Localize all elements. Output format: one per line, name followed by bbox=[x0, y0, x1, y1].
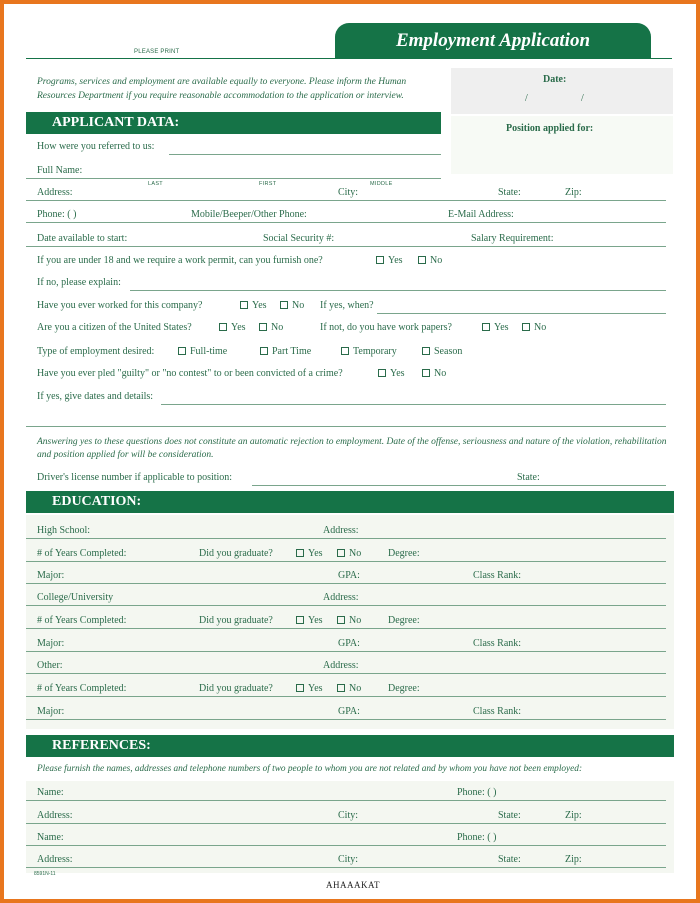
college-field[interactable] bbox=[26, 605, 666, 606]
other-class-rank-label: Class Rank: bbox=[473, 706, 522, 717]
worked-before-question: Have you ever worked for this company? bbox=[37, 300, 203, 311]
checkbox-icon bbox=[260, 347, 268, 355]
ref2-zip-label: Zip: bbox=[565, 854, 582, 865]
hs-years-field[interactable] bbox=[26, 561, 666, 562]
checkbox-icon bbox=[482, 323, 490, 331]
applicant-section-header: APPLICANT DATA: bbox=[26, 112, 441, 134]
checkbox-icon bbox=[296, 616, 304, 624]
college-gpa-label: GPA: bbox=[338, 638, 360, 649]
checkbox-icon bbox=[259, 323, 267, 331]
middle-name-hint: MIDDLE bbox=[370, 181, 393, 187]
first-name-hint: FIRST bbox=[259, 181, 277, 187]
checkbox-icon bbox=[178, 347, 186, 355]
work-papers-question: If not, do you have work papers? bbox=[320, 322, 452, 333]
full-name-field[interactable] bbox=[26, 178, 441, 179]
college-major-label: Major: bbox=[37, 638, 65, 649]
college-class-rank-label: Class Rank: bbox=[473, 638, 522, 649]
work-permit-question: If you are under 18 and we require a work permit, can you furnish one? bbox=[37, 255, 323, 266]
high-school-address-label: Address: bbox=[323, 525, 359, 536]
address-label: Address: bbox=[37, 187, 73, 198]
other-graduate-yes[interactable]: Yes bbox=[296, 683, 323, 694]
ref2-address-label: Address: bbox=[37, 854, 73, 865]
hs-graduate-yes[interactable]: Yes bbox=[296, 548, 323, 559]
other-school-label: Other: bbox=[37, 660, 63, 671]
other-years-field[interactable] bbox=[26, 696, 666, 697]
checkbox-icon bbox=[337, 549, 345, 557]
work-permit-yes[interactable]: Yes bbox=[376, 255, 403, 266]
other-graduate-no[interactable]: No bbox=[337, 683, 361, 694]
season-option[interactable]: Season bbox=[422, 346, 462, 357]
ref1-phone-label: Phone: ( ) bbox=[457, 787, 497, 798]
header-divider bbox=[26, 58, 672, 59]
hs-years-label: # of Years Completed: bbox=[37, 548, 127, 559]
phone-field[interactable] bbox=[26, 222, 666, 223]
ref2-name-label: Name: bbox=[37, 832, 64, 843]
explain-label: If no, please explain: bbox=[37, 277, 121, 288]
hs-major-field[interactable] bbox=[26, 583, 666, 584]
other-address-label: Address: bbox=[323, 660, 359, 671]
education-section-header: EDUCATION: bbox=[26, 491, 674, 513]
checkbox-icon bbox=[418, 256, 426, 264]
form-title: Employment Application bbox=[335, 23, 651, 59]
work-papers-yes[interactable]: Yes bbox=[482, 322, 509, 333]
checkbox-icon bbox=[296, 684, 304, 692]
college-label: College/University bbox=[37, 592, 114, 603]
email-label: E-Mail Address: bbox=[448, 209, 514, 220]
ref1-zip-label: Zip: bbox=[565, 810, 582, 821]
form-code: 8591N-11 bbox=[34, 871, 56, 877]
ref2-name-field[interactable] bbox=[26, 845, 666, 846]
college-years-field[interactable] bbox=[26, 628, 666, 629]
college-degree-label: Degree: bbox=[388, 615, 420, 626]
date-available-label: Date available to start: bbox=[37, 233, 128, 244]
explain-field[interactable] bbox=[130, 290, 666, 291]
phone-label: Phone: ( ) bbox=[37, 209, 77, 220]
hs-graduate-no[interactable]: No bbox=[337, 548, 361, 559]
ssn-label: Social Security #: bbox=[263, 233, 335, 244]
license-field[interactable] bbox=[252, 485, 666, 486]
when-field[interactable] bbox=[377, 313, 666, 314]
ref2-phone-label: Phone: ( ) bbox=[457, 832, 497, 843]
crime-no[interactable]: No bbox=[422, 368, 446, 379]
address-field[interactable] bbox=[26, 200, 666, 201]
salary-label: Salary Requirement: bbox=[471, 233, 554, 244]
ref1-address-label: Address: bbox=[37, 810, 73, 821]
other-years-label: # of Years Completed: bbox=[37, 683, 127, 694]
citizen-yes[interactable]: Yes bbox=[219, 322, 246, 333]
checkbox-icon bbox=[337, 616, 345, 624]
license-label: Driver's license number if applicable to position: bbox=[37, 472, 233, 483]
hs-gpa-label: GPA: bbox=[338, 570, 360, 581]
please-print-note: PLEASE PRINT bbox=[134, 49, 180, 55]
worked-before-no[interactable]: No bbox=[280, 300, 304, 311]
college-graduate-no[interactable]: No bbox=[337, 615, 361, 626]
checkbox-icon bbox=[378, 369, 386, 377]
high-school-field[interactable] bbox=[26, 538, 666, 539]
state-label: State: bbox=[498, 187, 521, 198]
date-box[interactable] bbox=[451, 68, 673, 114]
conviction-disclaimer: Answering yes to these questions does not constitute an automatic rejection to employment. Date of the offense, seriousness and nature of the violation, rehabilitation and position applied for will be consideration. bbox=[37, 437, 667, 460]
full-name-label: Full Name: bbox=[37, 165, 83, 176]
temporary-option[interactable]: Temporary bbox=[341, 346, 397, 357]
position-label: Position applied for: bbox=[506, 123, 594, 134]
date-available-field[interactable] bbox=[26, 246, 666, 247]
crime-question: Have you ever pled "guilty" or "no contest" to or been convicted of a crime? bbox=[37, 368, 343, 379]
ref1-address-field[interactable] bbox=[26, 823, 666, 824]
application-form bbox=[4, 4, 696, 899]
college-major-field[interactable] bbox=[26, 651, 666, 652]
worked-before-yes[interactable]: Yes bbox=[240, 300, 267, 311]
work-permit-no[interactable]: No bbox=[418, 255, 442, 266]
other-major-field[interactable] bbox=[26, 719, 666, 720]
position-box[interactable] bbox=[451, 116, 673, 174]
ref2-address-field[interactable] bbox=[26, 867, 666, 868]
referred-label: How were you referred to us: bbox=[37, 141, 155, 152]
checkbox-icon bbox=[376, 256, 384, 264]
date-slash-1: / bbox=[525, 93, 528, 104]
part-time-option[interactable]: Part Time bbox=[260, 346, 311, 357]
work-papers-no[interactable]: No bbox=[522, 322, 546, 333]
date-slash-2: / bbox=[581, 93, 584, 104]
high-school-label: High School: bbox=[37, 525, 91, 536]
ref1-name-label: Name: bbox=[37, 787, 64, 798]
other-gpa-label: GPA: bbox=[338, 706, 360, 717]
checkbox-icon bbox=[240, 301, 248, 309]
hs-class-rank-label: Class Rank: bbox=[473, 570, 522, 581]
checkbox-icon bbox=[296, 549, 304, 557]
license-state-label: State: bbox=[517, 472, 540, 483]
ref1-state-label: State: bbox=[498, 810, 521, 821]
checkbox-icon bbox=[422, 369, 430, 377]
equal-opportunity-notice: Programs, services and employment are available equally to everyone. Please inform the Human Resources Department if you require reasonable accommodation to the application or interview. bbox=[37, 77, 407, 101]
crime-details-label: If yes, give dates and details: bbox=[37, 391, 154, 402]
checkbox-icon bbox=[280, 301, 288, 309]
college-graduate-label: Did you graduate? bbox=[199, 615, 273, 626]
citizen-question: Are you a citizen of the United States? bbox=[37, 322, 192, 333]
referred-field[interactable] bbox=[169, 154, 441, 155]
ref1-city-label: City: bbox=[338, 810, 359, 821]
when-label: If yes, when? bbox=[320, 300, 374, 311]
ref1-name-field[interactable] bbox=[26, 800, 666, 801]
references-section-header: REFERENCES: bbox=[26, 735, 674, 757]
employment-type-label: Type of employment desired: bbox=[37, 346, 155, 357]
mobile-label: Mobile/Beeper/Other Phone: bbox=[191, 209, 307, 220]
checkbox-icon bbox=[422, 347, 430, 355]
hs-graduate-label: Did you graduate? bbox=[199, 548, 273, 559]
other-degree-label: Degree: bbox=[388, 683, 420, 694]
crime-details-field-2[interactable] bbox=[26, 426, 666, 427]
footer-watermark: AHAAAKAT bbox=[326, 880, 380, 890]
ref2-city-label: City: bbox=[338, 854, 359, 865]
date-label: Date: bbox=[543, 74, 567, 85]
city-label: City: bbox=[338, 187, 359, 198]
college-address-label: Address: bbox=[323, 592, 359, 603]
checkbox-icon bbox=[219, 323, 227, 331]
crime-yes[interactable]: Yes bbox=[378, 368, 405, 379]
college-graduate-yes[interactable]: Yes bbox=[296, 615, 323, 626]
checkbox-icon bbox=[341, 347, 349, 355]
full-time-option[interactable]: Full-time bbox=[178, 346, 227, 357]
hs-major-label: Major: bbox=[37, 570, 65, 581]
ref2-state-label: State: bbox=[498, 854, 521, 865]
college-years-label: # of Years Completed: bbox=[37, 615, 127, 626]
references-instructions: Please furnish the names, addresses and telephone numbers of two people to whom you are not related and by whom you have not been employed: bbox=[37, 764, 583, 774]
last-name-hint: LAST bbox=[148, 181, 163, 187]
checkbox-icon bbox=[337, 684, 345, 692]
zip-label: Zip: bbox=[565, 187, 582, 198]
hs-degree-label: Degree: bbox=[388, 548, 420, 559]
crime-details-field[interactable] bbox=[161, 404, 666, 405]
other-major-label: Major: bbox=[37, 706, 65, 717]
other-graduate-label: Did you graduate? bbox=[199, 683, 273, 694]
other-school-field[interactable] bbox=[26, 673, 666, 674]
checkbox-icon bbox=[522, 323, 530, 331]
citizen-no[interactable]: No bbox=[259, 322, 283, 333]
